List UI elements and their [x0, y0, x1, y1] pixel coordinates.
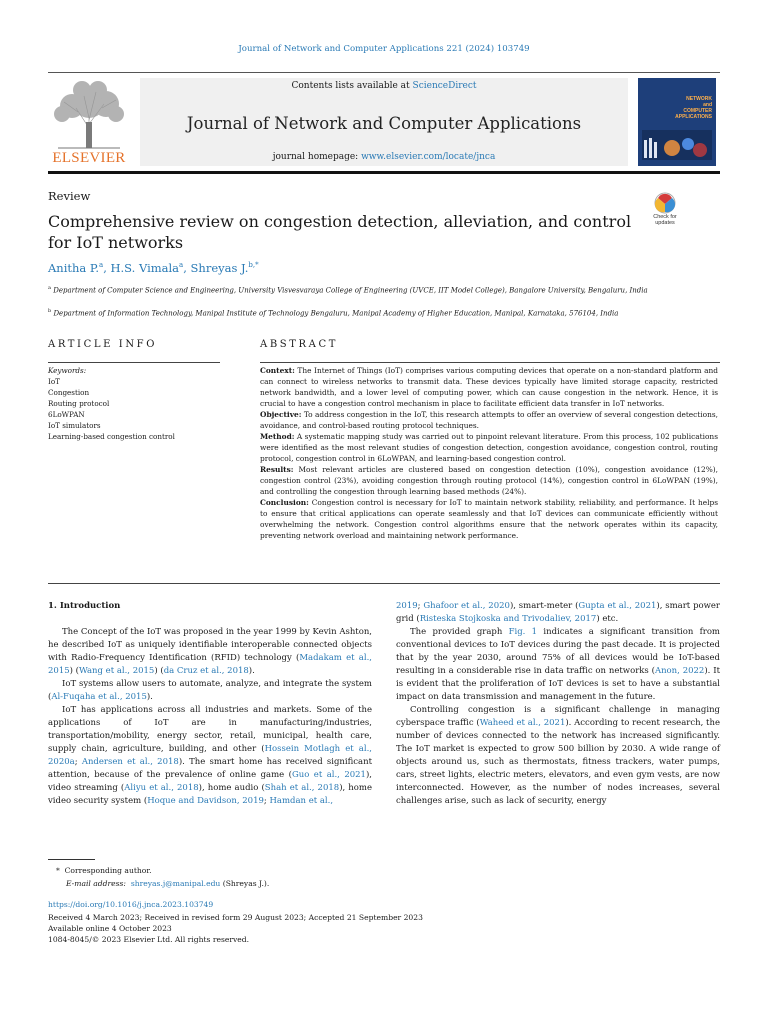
citation-link[interactable]: Madakam et al., 2015 — [48, 653, 372, 676]
abstract-objective: Objective: To address congestion in the IoT, this research attempts to offer an overview of several congestion detections, avoidance, and control-based routing protocol techniques. — [260, 410, 718, 430]
check-for-updates-badge[interactable] — [648, 192, 682, 228]
crossmark-icon — [648, 192, 682, 214]
author-link[interactable]: H.S. Vimala — [110, 261, 180, 275]
received-dates: Received 4 March 2023; Received in revised form 29 August 2023; Accepted 21 September 2023 — [48, 913, 423, 922]
keywords-label: Keywords: — [48, 366, 87, 375]
keywords-block — [48, 365, 223, 442]
author-list: Anitha P.$^a$, H.S. Vimala$^a$, Shreyas J.$^{b,*}$ — [48, 261, 259, 275]
abstract-body — [260, 365, 718, 541]
article-type: Review — [48, 189, 91, 203]
cover-title: NETWORK and COMPUTER APPLICATIONS — [675, 96, 712, 120]
journal-header — [48, 72, 720, 172]
crossmark-label: Check for updates — [653, 214, 677, 226]
affiliation-a: $^a$ Department of Computer Science and Engineering, University Visvesvaraya College of Engineering (UVCE, IIT Model College), Bangalore University, Bengaluru, India — [48, 285, 648, 295]
abstract-method: Method: A systematic mapping study was carried out to pinpoint relevant literature. From this process, 102 publications were identified as the most relevant studies of congestion detection, congestion avoidance, congestion control, routing protocol, congestion control in 6LoWPAN, and learning-based congestion control. — [260, 432, 718, 463]
citation-link[interactable]: Waheed et al., 2021 — [479, 718, 566, 728]
keyword: Learning-based congestion control — [48, 432, 175, 441]
citation-link[interactable]: Shah et al., 2018 — [264, 783, 340, 793]
journal-title: Journal of Network and Computer Applications — [186, 114, 582, 133]
keyword: 6LoWPAN — [48, 410, 85, 419]
keyword: Congestion — [48, 388, 90, 397]
intro-paragraph-3: IoT has applications across all industries and markets. Some of the applications of IoT are in manufacturing/industries, transportation/mobility, energy sector, retail, municipal, health care, supply chain, agriculture, building, and other (Hossein Motlagh et al., 2020a; Andersen et al., 2018). The smart home has received significant attention, because of the prevalence of online game (Guo et al., 2021), video streaming (Aliyu et al., 2018), home audio (Shah et al., 2018), home video security system (Hoque and Davidson, 2019; Hamdan et al., — [48, 705, 372, 806]
section-heading: 1. Introduction — [48, 601, 121, 611]
keyword: Routing protocol — [48, 399, 110, 408]
abstract-rule — [260, 362, 720, 363]
publisher-wordmark: ELSEVIER — [52, 150, 126, 166]
citation-link[interactable]: Guo et al., 2021 — [291, 770, 366, 780]
body-right-column — [396, 600, 720, 808]
sciencedirect-link[interactable]: ScienceDirect — [412, 81, 477, 91]
journal-cover-image[interactable] — [638, 78, 716, 166]
citation-link[interactable]: Hamdan et al., — [269, 796, 334, 806]
email-note: E-mail address: shreyas.j@manipal.edu (Shreyas J.). — [66, 879, 270, 888]
citation-link[interactable]: Anon, 2022 — [654, 666, 705, 676]
doi-link[interactable]: https://doi.org/10.1016/j.jnca.2023.103749 — [48, 900, 214, 909]
keyword: IoT — [48, 377, 60, 386]
homepage-line: journal homepage: www.elsevier.com/locate/jnca — [272, 152, 496, 162]
citation-link[interactable]: da Cruz et al., 2018 — [163, 666, 249, 676]
abstract-context: Context: The Internet of Things (IoT) comprises various computing devices that operate on a non-standard platform and can connect to wireless networks to transmit data. These devices typically have limited storage capacity, restricted network bandwidth, and a lower level of computing power, which can cause congestion in the network. Hence, it is crucial to have a congestion control mechanism in place to facilitate efficient data transfer in IoT networks. — [260, 366, 718, 408]
journal-homepage-link[interactable]: www.elsevier.com/locate/jnca — [361, 152, 496, 162]
contents-line: Contents lists available at ScienceDirect — [291, 81, 477, 91]
header-top-rule — [48, 72, 720, 73]
citation-link[interactable]: Risteska Stojkoska and Trivodaliev, 2017 — [419, 614, 597, 624]
email-link[interactable]: shreyas.j@manipal.edu — [130, 879, 221, 888]
intro-paragraph-5: Controlling congestion is a significant challenge in managing cyberspace traffic (Waheed et al., 2021). According to recent research, the number of devices connected to the network has increased significantly. The IoT market is expected to grow 500 billion by 2030. A wide range of objects around us, such as thermostats, fitness trackers, water pumps, cars, street lights, electric meters, elevators, and even gym vests, are now interconnected. However, as the number of nodes increases, several challenges arise, such as lack of security, energy — [396, 705, 720, 806]
author-link[interactable]: Anitha P. — [48, 261, 99, 275]
citation-link[interactable]: 2019 — [396, 601, 418, 611]
citation-link[interactable]: Aliyu et al., 2018 — [124, 783, 199, 793]
cover-artwork — [642, 130, 712, 160]
article-info-heading: ARTICLE INFO — [48, 339, 158, 350]
citation-link[interactable]: Wang et al., 2015 — [78, 666, 155, 676]
keyword: IoT simulators — [48, 421, 101, 430]
citation-link[interactable]: Gupta et al., 2021 — [578, 601, 657, 611]
paper-title: Comprehensive review on congestion detection, alleviation, and control for IoT networks — [48, 212, 632, 252]
header-bottom-rule — [48, 171, 720, 174]
citation-link[interactable]: Hossein Motlagh et al., 2020a — [48, 744, 372, 767]
abstract-conclusion: Conclusion: Congestion control is necessary for IoT to maintain network stability, reliability, and performance. It helps to ensure that critical applications can operate seamlessly and that IoT devices can communicate efficiently without overwhelming the network. Congestion control algorithms ensure that the network operates within its capacity, preventing network overload and maintaining network performance. — [260, 498, 718, 540]
citation-link[interactable]: Al-Fuqaha et al., 2015 — [51, 692, 147, 702]
affiliation-b: $^b$ Department of Information Technology, Manipal Institute of Technology Bengaluru, Manipal Academy of Higher Education, Manipal, Karnataka, 576104, India — [48, 308, 619, 318]
abstract-bottom-rule — [48, 583, 720, 584]
citation-link[interactable]: Ghafoor et al., 2020 — [423, 601, 510, 611]
figure-link[interactable]: Fig. 1 — [508, 627, 538, 637]
intro-paragraph-continued: 2019; Ghafoor et al., 2020), smart-meter (Gupta et al., 2021), smart power grid (Risteska Stojkoska and Trivodaliev, 2017) etc. — [396, 601, 720, 624]
footnote-rule — [48, 859, 95, 860]
citation-link[interactable]: Andersen et al., 2018 — [81, 757, 179, 767]
intro-paragraph-1: The Concept of the IoT was proposed in the year 1999 by Kevin Ashton, he described IoT as uniquely identifiable interoperable connected objects with Radio-Frequency Identification (RFID) technology (Madakam et al., 2015) (Wang et al., 2015) (da Cruz et al., 2018). — [48, 627, 372, 676]
article-info-rule — [48, 362, 220, 363]
abstract-results: Results: Most relevant articles are clustered based on congestion detection (10%), congestion avoidance (12%), congestion control (23%), avoiding congestion through routing protocol (14%), congestion control in 6LoWPAN (19%), and controlling the congestion through learning based methods (24%). — [260, 465, 718, 496]
intro-paragraph-2: IoT systems allow users to automate, analyze, and integrate the system (Al-Fuqaha et al., 2015). — [48, 679, 372, 702]
copyright-line: 1084-8045/© 2023 Elsevier Ltd. All rights reserved. — [48, 935, 250, 944]
corresponding-author-note: * Corresponding author. — [56, 866, 152, 875]
intro-paragraph-4: The provided graph Fig. 1 indicates a significant transition from conventional devices to IoT devices during the past decade. It is projected that by the year 2030, around 75% of all devices would be IoT-based resulting in a considerable rise in data traffic on networks (Anon, 2022). It is evident that the proliferation of IoT devices is set to have a substantial impact on data transmission and management in the future. — [396, 627, 720, 702]
header-masthead — [140, 78, 628, 166]
citation-link[interactable]: Hoque and Davidson, 2019 — [147, 796, 264, 806]
abstract-heading: ABSTRACT — [260, 339, 338, 350]
author-link[interactable]: Shreyas J. — [190, 261, 249, 275]
journal-citation[interactable]: Journal of Network and Computer Applications 221 (2024) 103749 — [238, 44, 530, 54]
online-date: Available online 4 October 2023 — [48, 924, 172, 933]
body-left-column — [48, 600, 372, 808]
